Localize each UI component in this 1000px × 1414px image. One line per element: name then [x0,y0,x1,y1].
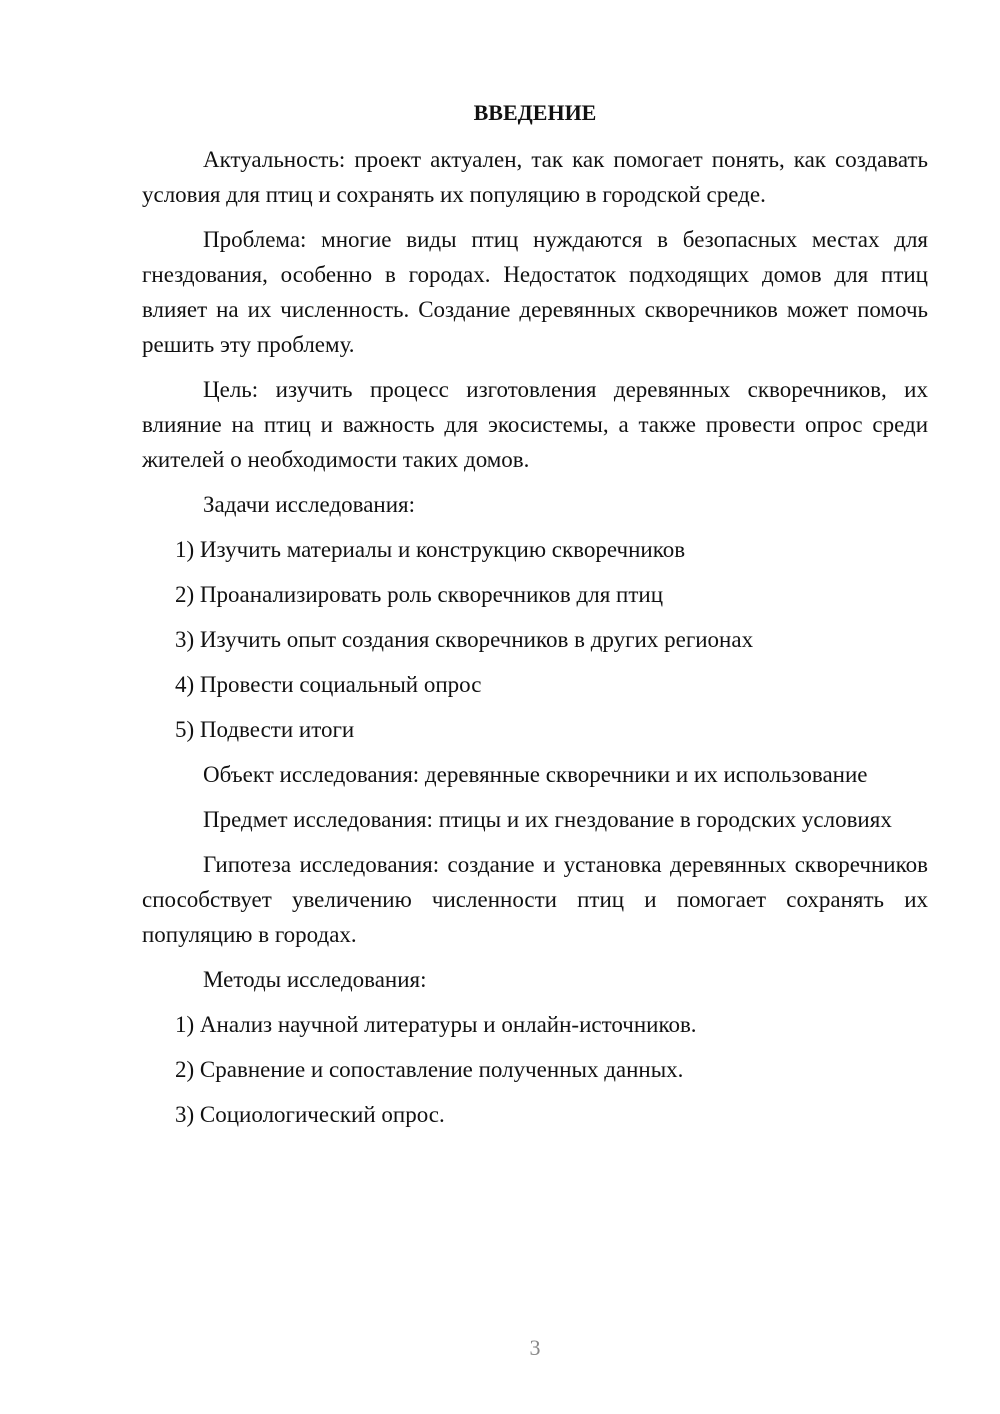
subject-paragraph: Предмет исследования: птицы и их гнездование в городских условиях [203,807,892,832]
task-item: 1) Изучить материалы и конструкцию скворечников [175,537,686,562]
methods-heading: Методы исследования: [203,967,427,992]
task-item: 4) Провести социальный опрос [175,672,482,697]
object-paragraph: Объект исследования: деревянные скворечники и их использование [203,762,868,787]
tasks-heading: Задачи исследования: [203,492,416,517]
task-item: 2) Проанализировать роль скворечников для птиц [175,582,664,607]
method-item: 2) Сравнение и сопоставление полученных данных. [175,1057,684,1082]
document-page [142,95,928,1142]
page-number: 3 [529,1335,541,1360]
problem-paragraph: Проблема: многие виды птиц нуждаются в безопасных местах для гнездования, особенно в городах. Недостаток подходящих домов для птиц влияет на их численность. Создание деревянных скворечников может помочь решить эту проблему. [142,227,928,357]
task-item: 3) Изучить опыт создания скворечников в других регионах [175,627,754,652]
goal-paragraph: Цель: изучить процесс изготовления деревянных скворечников, их влияние на птиц и важность для экосистемы, а также провести опрос среди жителей о необходимости таких домов. [142,377,928,472]
relevance-paragraph: Актуальность: проект актуален, так как помогает понять, как создавать условия для птиц и сохранять их популяцию в городской среде. [142,147,928,207]
method-item: 3) Социологический опрос. [175,1102,445,1127]
section-title: ВВЕДЕНИЕ [473,100,597,125]
task-item: 5) Подвести итоги [175,717,355,742]
method-item: 1) Анализ научной литературы и онлайн-источников. [175,1012,697,1037]
hypothesis-paragraph: Гипотеза исследования: создание и установка деревянных скворечников способствует увеличению численности птиц и помогает сохранять их популяцию в городах. [142,852,928,947]
